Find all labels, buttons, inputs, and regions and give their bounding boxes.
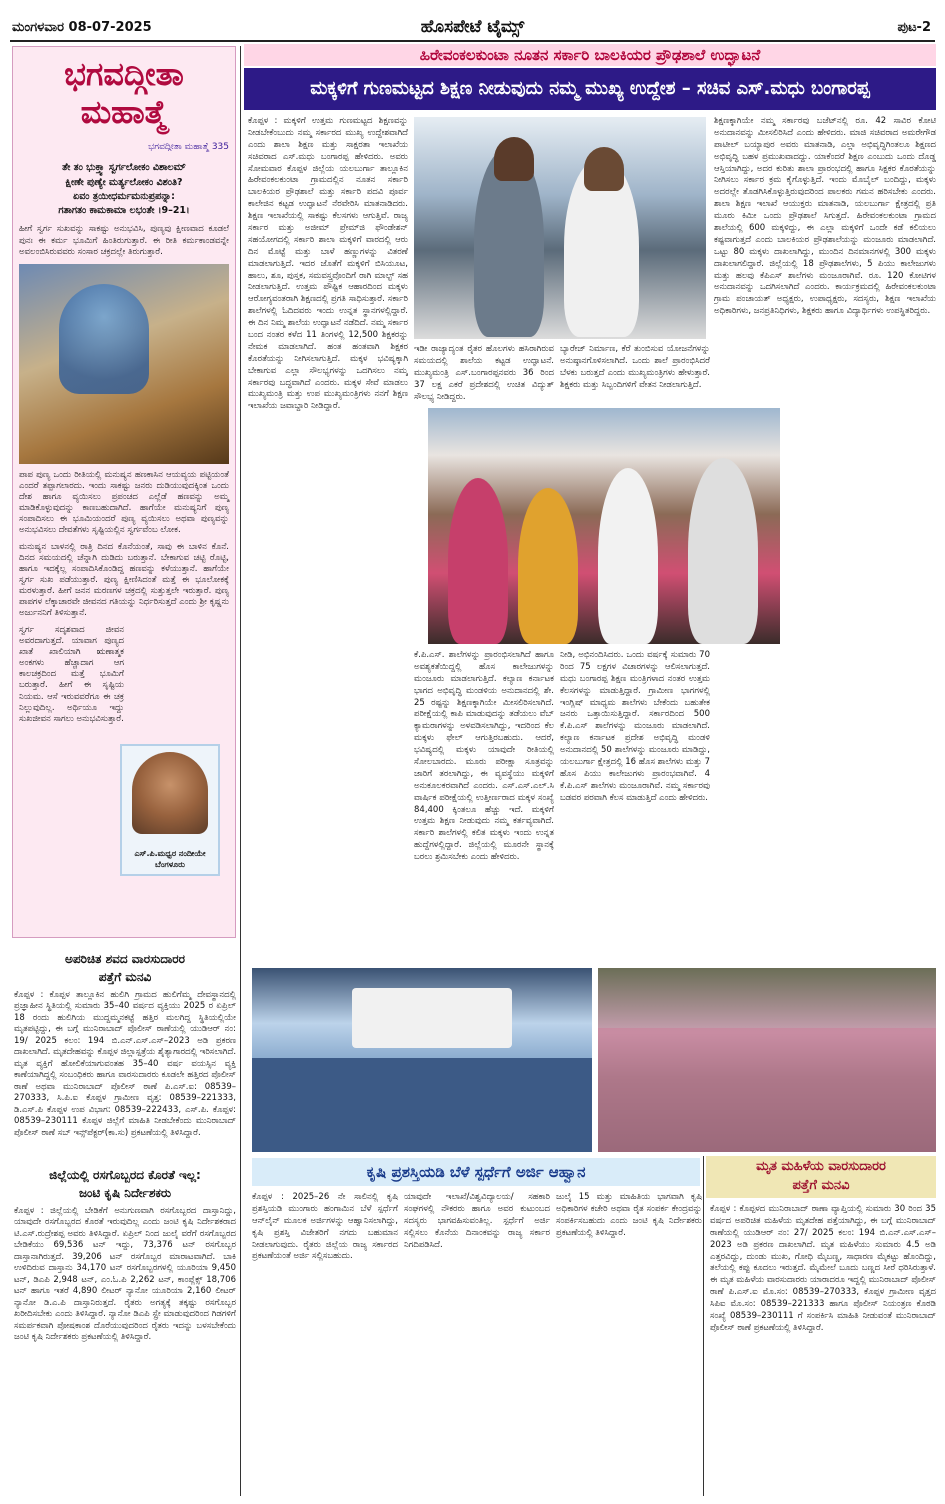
gita-title	[19, 55, 229, 132]
column-rule	[240, 46, 241, 1496]
title-line: ಮೃತ ಮಹಿಳೆಯ ವಾರಸುದಾರರ	[756, 1159, 886, 1174]
shloka-line: ಕ್ಷೀಣೇ ಪುಣ್ಯೇ ಮರ್ತ್ಯಲೋಕಂ ವಿಶಂತಿ?	[65, 176, 183, 188]
gita-intro: ಹೀಗೆ ಸ್ವರ್ಗ ಸುಖವನ್ನು ಸಾಕಷ್ಟು ಅನುಭವಿಸಿ, ಪುಣ್ಯವು ಕ್ಷೀಣವಾದ ಕೂಡಲೆ ಪುನಃ ಈ ಕರ್ಮ ಭೂಮಿಗೆ ಹಿಂತಿರುಗುತ್ತಾರೆ. ಈ ರೀತಿ ಕರ್ಮಕಾಂಡವನ್ನೇ ಅವಲಂಬಿಸಿರುವವರು ಸಂಸಾರ ಚಕ್ರದಲ್ಲೇ ತಿರುಗುತ್ತಾರೆ.	[19, 224, 229, 257]
deceased-woman-title	[706, 1156, 936, 1198]
main-article-col1: ಕೊಪ್ಪಳ : ಮಕ್ಕಳಿಗೆ ಉತ್ತಮ ಗುಣಮಟ್ಟದ ಶಿಕ್ಷಣವನ್ನು ನೀಡಬೇಕೆಂಬುದು ನಮ್ಮ ಸರ್ಕಾರದ ಮುಖ್ಯ ಉದ್ದೇಶವಾಗಿದೆ ಎಂದು ಶಾಲಾ ಶಿಕ್ಷಣ ಮತ್ತು ಸಾಕ್ಷರತಾ ಇಲಾಖೆಯ ಸಚಿವರಾದ ಎಸ್.ಮಧು ಬಂಗಾರಪ್ಪ ಹೇಳಿದರು. ಅವರು ಸೋಮವಾರ ಕೊಪ್ಪಳ ಜಿಲ್ಲೆಯ ಯಲಬುರ್ಗಾ ತಾಲ್ಲೂಕಿನ ಹಿರೇವಂಕಲಕುಂಟಾ ಗ್ರಾಮದಲ್ಲಿನ ನೂತನ ಸರ್ಕಾರಿ ಬಾಲಕಿಯರ ಪ್ರೌಢಶಾಲೆ ಮತ್ತು ಸರ್ಕಾರಿ ಪದವಿ ಪೂರ್ವ ಕಾಲೇಜಿನ ಕಟ್ಟಡ ಉದ್ಘಾಟನೆ ನೆರವೇರಿಸಿ ಮಾತನಾಡಿದರು. ಶಿಕ್ಷಣ ಇಲಾಖೆಯಲ್ಲಿ ಸಾಕಷ್ಟು ಕೆಲಸಗಳು ಆಗುತ್ತಿವೆ. ರಾಜ್ಯ ಸರ್ಕಾರ ಮತ್ತು ಅಜೀಮ್ ಪ್ರೇಮ್‌ಜಿ ಫೌಂಡೇಶನ್ ಸಹಯೋಗದಲ್ಲಿ ಸರ್ಕಾರಿ ಶಾಲಾ ಮಕ್ಕಳಿಗೆ ವಾರದಲ್ಲಿ ಆರು ದಿನ ಮೊಟ್ಟೆ ಮತ್ತು ಬಾಳೆ ಹಣ್ಣುಗಳನ್ನು ವಿತರಣೆ ಮಾಡಲಾಗುತ್ತಿದೆ. ಇದರ ಜೊತೆಗೆ ಮಕ್ಕಳಿಗೆ ಬಿಸಿಯೂಟ, ಹಾಲು, ಶೂ, ಪುಸ್ತಕ, ಸಮವಸ್ತ್ರವೊಂದಿಗೆ ರಾಗಿ ಮಾಲ್ಟ್ ಸಹ ನೀಡಲಾಗುತ್ತಿದೆ. ಉತ್ತಮ ಪೌಷ್ಟಿಕ ಆಹಾರದಿಂದ ಮಕ್ಕಳು ಆರೋಗ್ಯವಂತರಾಗಿ ಶಿಕ್ಷಣದಲ್ಲಿ ಪ್ರಗತಿ ಸಾಧಿಸುತ್ತಾರೆ. ಸರ್ಕಾರಿ ಶಾಲೆಗಳಲ್ಲಿ ಓದಿದವರು ಇಂದು ಉನ್ನತ ಸ್ಥಾನಗಳಲ್ಲಿದ್ದಾರೆ. ಈ ದಿನ ನಿಮ್ಮ ಶಾಲೆಯ ಉದ್ಘಾಟನೆ ನಡೆದಿದೆ. ನಮ್ಮ ಸರ್ಕಾರ ಬಂದ ನಂತರ ಕಳೆದ 11 ತಿಂಗಳಲ್ಲಿ 12,500 ಶಿಕ್ಷಕರನ್ನು ನೇಮಕ ಮಾಡಲಾಗಿದೆ. ಹಂತ ಹಂತವಾಗಿ ಶಿಕ್ಷಕರ ಕೊರತೆಯನ್ನು ನೀಗಿಸಲಾಗುತ್ತಿದೆ. ಮಕ್ಕಳ ಭವಿಷ್ಯಕ್ಕಾಗಿ ಬೇಕಾಗುವ ಎಲ್ಲಾ ಸೌಲಭ್ಯಗಳನ್ನು ಒದಗಿಸಲು ನಮ್ಮ ಸರ್ಕಾರವು ಬದ್ಧವಾಗಿದೆ ಎಂದರು. ಮಕ್ಕಳ ಸೇವೆ ಮಾಡಲು ಮುಖ್ಯಮಂತ್ರಿ ಮತ್ತು ಉಪ ಮುಖ್ಯಮಂತ್ರಿಗಳು ನನಗೆ ಶಿಕ್ಷಣ ಇಲಾಖೆಯ ಜವಾಬ್ದಾರಿ ನೀಡಿದ್ದಾರೆ.	[248, 116, 408, 412]
article-title	[14, 1166, 236, 1202]
krishi-col1: ಕೊಪ್ಪಳ : 2025–26 ನೇ ಸಾಲಿನಲ್ಲಿ ಕೃಷಿ ಪ್ರಶಸ್ತಿಯಡಿ ಮುಂಗಾರು ಹಂಗಾಮಿನ ಬೆಳೆ ಸ್ಪರ್ಧೆಗೆ ಆನ್‌ಲೈನ್ ಮೂಲಕ ಅರ್ಜಿಗಳನ್ನು ಆಹ್ವಾನಿಸಲಾಗಿದ್ದು, ಕೃಷಿ ಪ್ರಶಸ್ತಿ ವಿಜೇತರಿಗೆ ನಗದು ಬಹುಮಾನ ನೀಡಲಾಗುವುದು. ರೈತರು ಜಿಲ್ಲೆಯ ರಾಜ್ಯ ಸರ್ಕಾರದ ಪ್ರಕಟಣೆಯಂತೆ ಅರ್ಜಿ ಸಲ್ಲಿಸಬಹುದು.	[252, 1192, 398, 1262]
author-portrait	[132, 752, 208, 834]
krishna-arjuna-image	[19, 264, 229, 464]
main-article-col3: ಬ್ಯಾರೇಜ್ ನಿರ್ಮಾಣ, ಕೆರೆ ತುಂಬಿಸುವ ಯೋಜನೆಗಳನ್ನು ಅನುಷ್ಠಾನಗೊಳಿಸಲಾಗಿದೆ. ಒಂದು ಶಾಲೆ ಪ್ರಾರಂಭಿಸಿದರೆ ಬೆಳಕು ಬರುತ್ತದೆ ಎಂದು ಮುಖ್ಯಮಂತ್ರಿಗಳು ಹೇಳುತ್ತಾರೆ. ಶಿಕ್ಷಕರು ಮತ್ತು ಸಿಬ್ಬಂದಿಗಳಿಗೆ ವೇತನ ನೀಡಲಾಗುತ್ತಿದೆ.	[560, 344, 710, 390]
main-article-col4: ಶಿಕ್ಷಣಕ್ಕಾಗಿಯೇ ನಮ್ಮ ಸರ್ಕಾರವು ಬಜೆಟ್‌ನಲ್ಲಿ ರೂ. 42 ಸಾವಿರ ಕೋಟಿ ಅನುದಾನವನ್ನು ಮೀಸಲಿರಿಸಿದೆ ಎಂದು ಹೇಳಿದರು. ಮಾಜಿ ಸಚಿವರಾದ ಅಮರೇಗೌಡ ಪಾಟೀಲ್ ಬಯ್ಯಾಪುರ ಅವರು ಮಾತನಾಡಿ, ಎಲ್ಲಾ ಅಭಿವೃದ್ಧಿಗಿಂತಲೂ ಶಿಕ್ಷಣದ ಅಭಿವೃದ್ಧಿ ಬಹಳ ಪ್ರಮುಖವಾದದ್ದು. ಯಾಕೆಂದರೆ ಶಿಕ್ಷಣ ಎಂಬುದು ಒಂದು ದೊಡ್ಡ ಆಸ್ತಿಯಾಗಿದ್ದು, ಅದರ ಕುರಿತು ಶಾಲಾ ಪ್ರಾರಂಭದಲ್ಲಿ ಹಾಗೂ ಸಿಕ್ಷಕರ ಕೊರತೆಯನ್ನು ನೀಗಿಸಲು ಸರ್ಕಾರ ಕ್ರಮ ಕೈಗೊಳ್ಳುತ್ತಿದೆ. ಇಂದು ಮೊಬೈಲ್ ಬಂದಿದ್ದು, ಮಕ್ಕಳು ಅದರಲ್ಲೇ ತೊಡಗಿಸಿಕೊಳ್ಳುತ್ತಿರುವುದರಿಂದ ಪಾಲಕರು ಗಮನ ಹರಿಸಬೇಕು ಎಂದರು. ಶಾಲಾ ಶಿಕ್ಷಣ ಇಲಾಖೆ ಆಯುಕ್ತರು ಮಾತನಾಡಿ, ಯಲಬುರ್ಗಾ ಕ್ಷೇತ್ರದಲ್ಲಿ ಪ್ರತಿ ಮೂರು ಕಿಮೀ ಒಂದು ಪ್ರೌಢಶಾಲೆ ಸಿಗುತ್ತದೆ. ಹಿರೇವಂಕಲಕುಂಟಾ ಗ್ರಾಮದ ಶಾಲೆಯಲ್ಲಿ 600 ಮಕ್ಕಳಿದ್ದು, ಈ ಎಲ್ಲಾ ಮಕ್ಕಳಿಗೆ ಒಂದೇ ಕಡೆ ಕಲಿಯಲು ಕಷ್ಟವಾಗುತ್ತದೆ ಎಂದು ಬಾಲಕಿಯರ ಪ್ರೌಢಶಾಲೆಯನ್ನು ಮಂಜೂರು ಮಾಡಲಾಗಿದೆ. ಒಟ್ಟು 80 ಮಕ್ಕಳು ದಾಖಲಾಗಿದ್ದು, ಮುಂದಿನ ದಿನಮಾನಗಳಲ್ಲಿ 300 ಮಕ್ಕಳು ದಾಖಲಾಗಲಿದ್ದಾರೆ. ಜಿಲ್ಲೆಯಲ್ಲಿ 18 ಪ್ರೌಢಶಾಲೆಗಳು, 5 ಪಿಯು ಕಾಲೇಜುಗಳು ಮತ್ತು ಹಲವು ಕೆಪಿಎಸ್ ಶಾಲೆಗಳು ಮಂಜೂರಾಗಿವೆ. ರೂ. 120 ಕೋಟಿಗಳ ಅನುದಾನವನ್ನು ಒದಗಿಸಲಾಗಿದೆ ಎಂದರು. ಕಾರ್ಯಕ್ರಮದಲ್ಲಿ ಹಿರೇವಂಕಲಕುಂಟಾ ಗ್ರಾಮ ಪಂಚಾಯತ್ ಅಧ್ಯಕ್ಷರು, ಉಪಾಧ್ಯಕ್ಷರು, ಸದಸ್ಯರು, ಶಿಕ್ಷಣ ಇಲಾಖೆಯ ಅಧಿಕಾರಿಗಳು, ಜನಪ್ರತಿನಿಧಿಗಳು, ಶಿಕ್ಷಕರು ಹಾಗೂ ವಿದ್ಯಾರ್ಥಿಗಳು ಉಪಸ್ಥಿತರಿದ್ದರು.	[714, 116, 936, 317]
gita-body-3: ಸ್ವರ್ಗ ಸದೃಶವಾದ ಜೀವನ ಅವರದಾಗುತ್ತದೆ. ಯಾವಾಗ ಪುಣ್ಯದ ಖಾತೆ ಖಾಲಿಯಾಗಿ ಋಣಾತ್ಮಕ ಅಂಕಗಳು ಹೆಚ್ಚಾದಾಗ ಆಗ ಕಾಲಚಕ್ರದಿಂದ ಮತ್ತೆ ಭೂಮಿಗೆ ಬರುತ್ತಾರೆ. ಹೀಗೆ ಈ ಸೃಷ್ಟಿಯ ನಿಯಮ. ಆಸೆ ಇರುವವರೆಗೂ ಈ ಚಕ್ರ ನಿಲ್ಲುವುದಿಲ್ಲ. ಅರ್ಥಿಯೂ ಇದ್ದು ಸುಖಜೀವನ ಸಾಗಲು ಅನುಭವಿಸುತ್ತಾರೆ.	[19, 625, 124, 724]
page-number: ಪುಟ-2	[897, 20, 931, 35]
gita-title-line2: ಮಹಾತ್ಮೆ	[80, 93, 168, 132]
title-line: ಅಪರಿಚಿತ ಶವದ ವಾರಸುದಾರರ	[65, 952, 185, 966]
shloka-line: ಗತಾಗತಂ ಕಾಮಕಾಮಾ ಲಭಂತೇ ।9–21।	[58, 205, 190, 217]
fertilizer-article	[14, 1166, 236, 1496]
main-article-col2: ಕೆ.ಪಿ.ಎಸ್. ಶಾಲೆಗಳನ್ನು ಪ್ರಾರಂಭಿಸಲಾಗಿದೆ ಹಾಗೂ ಅವಶ್ಯಕತೆಯಿದ್ದಲ್ಲಿ ಹೊಸ ಕಾಲೇಜುಗಳನ್ನು ಮಂಜೂರು ಮಾಡಲಾಗುತ್ತಿದೆ. ಕಲ್ಯಾಣ ಕರ್ನಾಟಕ ಭಾಗದ ಅಭಿವೃದ್ಧಿ ಮಂಡಳಿಯ ಅನುದಾನದಲ್ಲಿ ಶೇ. 25 ರಷ್ಟನ್ನು ಶಿಕ್ಷಣಕ್ಕಾಗಿಯೇ ಮೀಸಲಿರಿಸಲಾಗಿದೆ. ಪರೀಕ್ಷೆಯಲ್ಲಿ ಕಾಪಿ ಮಾಡುವುದನ್ನು ತಡೆಯಲು ವೆಬ್ ಕ್ಯಾಮರಾಗಳನ್ನು ಅಳವಡಿಸಲಾಗಿದ್ದು, ಇದರಿಂದ ಕೆಲ ಮಕ್ಕಳು ಫೇಲ್ ಆಗುತ್ತಿರಬಹುದು. ಆದರೆ, ಭವಿಷ್ಯದಲ್ಲಿ ಮಕ್ಕಳು ಯಾವುದೇ ರೀತಿಯಲ್ಲಿ ಸೋಲಬಾರದು. ಮೂರು ಪರೀಕ್ಷಾ ಸೂತ್ರವನ್ನು ಜಾರಿಗೆ ತರಲಾಗಿದ್ದು, ಈ ವ್ಯವಸ್ಥೆಯು ಮಕ್ಕಳಿಗೆ ಅನುಕೂಲಕರವಾಗಿದೆ ಎಂದರು. ಎಸ್.ಎಸ್.ಎಲ್.ಸಿ ವಾರ್ಷಿಕ ಪರೀಕ್ಷೆಯಲ್ಲಿ ಉತ್ತೀರ್ಣರಾದ ಮಕ್ಕಳ ಸಂಖ್ಯೆ 84,400 ಕ್ಕಿಂತಲೂ ಹೆಚ್ಚು ಇದೆ. ಮಕ್ಕಳಿಗೆ ಉತ್ತಮ ಶಿಕ್ಷಣ ನೀಡುವುದು ನಮ್ಮ ಕರ್ತವ್ಯವಾಗಿದೆ. ಸರ್ಕಾರಿ ಶಾಲೆಗಳಲ್ಲಿ ಕಲಿತ ಮಕ್ಕಳು ಇಂದು ಉನ್ನತ ಹುದ್ದೆಗಳಲ್ಲಿದ್ದಾರೆ. ಜಿಲ್ಲೆಯಲ್ಲಿ ಮೂರನೇ ಸ್ಥಾನಕ್ಕೆ ಬರಲು ಶ್ರಮಿಸಬೇಕು ಎಂದು ಹೇಳಿದರು.	[414, 650, 554, 863]
title-line: ಪತ್ತೆಗೆ ಮನವಿ	[98, 970, 152, 984]
main-headline: ಮಕ್ಕಳಿಗೆ ಗುಣಮಟ್ಟದ ಶಿಕ್ಷಣ ನೀಡುವುದು ನಮ್ಮ ಮುಖ್ಯ ಉದ್ದೇಶ – ಸಚಿವ ಎಸ್.ಮಧು ಬಂಗಾರಪ್ಪ	[244, 68, 936, 110]
title-line: ಪತ್ತೆಗೆ ಮನವಿ	[792, 1177, 850, 1193]
photo-caption: ಇಡೀ ರಾಜ್ಯಾದ್ಯಂತ ರೈತರ ಹೊಲಗಳು ಹಸಿರಾಗಿರುವ ಸಮಯದಲ್ಲಿ ಶಾಲೆಯ ಕಟ್ಟಡ ಉದ್ಘಾಟನೆ. ಮುಖ್ಯಮಂತ್ರಿ ಎಸ್.ಬಂಗಾರಪ್ಪನವರು 36 ರಿಂದ 37 ಲಕ್ಷ ಎಕರೆ ಪ್ರದೇಶದಲ್ಲಿ ಉಚಿತ ವಿದ್ಯುತ್ ಸೌಲಭ್ಯ ನೀಡಿದ್ದರು.	[414, 344, 554, 402]
welcome-procession-photo	[428, 408, 780, 644]
shloka-line: ತೇ ತಂ ಭುಕ್ತ್ವಾ ಸ್ವರ್ಗಲೋಕಂ ವಿಶಾಲಮ್	[62, 162, 186, 174]
students-gathering-photo	[252, 968, 592, 1152]
author-photo	[120, 744, 220, 876]
article-body: ಕೊಪ್ಪಳ : ಜಿಲ್ಲೆಯಲ್ಲಿ ಬೇಡಿಕೆಗೆ ಅನುಗುಣವಾಗಿ ರಸಗೊಬ್ಬರದ ದಾಸ್ತಾನಿದ್ದು, ಯಾವುದೇ ರಸಗೊಬ್ಬರದ ಕೊರತೆ ಇರುವುದಿಲ್ಲ ಎಂದು ಜಂಟಿ ಕೃಷಿ ನಿರ್ದೇಶಕರಾದ ಟಿ.ಎಸ್.ರುದ್ರೇಶಪ್ಪ ಅವರು ತಿಳಿಸಿದ್ದಾರೆ. ಏಪ್ರಿಲ್ ನಿಂದ ಜುಲೈ ವರೆಗೆ ರಸಗೊಬ್ಬರದ ಬೇಡಿಕೆಯು 69,536 ಟನ್ ಇದ್ದು, 73,376 ಟನ್ ರಸಗೊಬ್ಬರ ದಾಸ್ತಾನಾಗಿರುತ್ತದೆ. 39,206 ಟನ್ ರಸಗೊಬ್ಬರ ಮಾರಾಟವಾಗಿದೆ. ಬಾಕಿ ಉಳಿದಿರುವ ದಾಸ್ತಾನು 34,170 ಟನ್ ರಸಗೊಬ್ಬರಗಳಲ್ಲಿ ಯೂರಿಯಾ 9,450 ಟನ್, ಡಿಎಪಿ 2,948 ಟನ್, ಎಂ.ಓ.ಪಿ 2,262 ಟನ್, ಕಾಂಪ್ಲೆಕ್ಸ್ 18,706 ಟನ್ ಹಾಗೂ ಇತರೆ 4,890 ಲೀಟರ್ ನ್ಯಾನೋ ಯೂರಿಯಾ 2,160 ಲೀಟರ್ ನ್ಯಾನೋ ಡಿ.ಎ.ಪಿ ದಾಸ್ತಾನಿರುತ್ತದೆ. ರೈತರು ಅಗತ್ಯಕ್ಕೆ ತಕ್ಕಷ್ಟು ರಸಗೊಬ್ಬರ ಖರೀದಿಸಬೇಕು ಎಂದು ತಿಳಿಸಿದ್ದಾರೆ. ನ್ಯಾನೋ ಡಿಎಪಿ ಸ್ಪ್ರೇ ಮಾಡುವುದರಿಂದ ಗಿಡಗಳಿಗೆ ಸಮರ್ಪಕವಾಗಿ ಪೋಷಕಾಂಶ ದೊರೆಯುವುದರಿಂದ ರೈತರು ಇದನ್ನು ಬಳಸಬೇಕೆಂದು ಜಂಟಿ ಕೃಷಿ ನಿರ್ದೇಶಕರು ಪ್ರಕಟಣೆಯಲ್ಲಿ ತಿಳಿಸಿದ್ದಾರೆ.	[14, 1206, 236, 1343]
gita-body-2: ಮನುಷ್ಯನ ಬಾಳನಲ್ಲಿ ರಾತ್ರಿ ದಿನದ ಕೊನೆಯಂತೆ, ಸಾವು ಈ ಬಾಳಿನ ಕೊನೆ. ದಿನದ ಸಮಯದಲ್ಲಿ ಚೆನ್ನಾಗಿ ದುಡಿದು ಬರುತ್ತಾನೆ. ಬೇಕಾಗುವ ಚಟ್ಟಿ ರೊಟ್ಟಿ, ಹಾಗೂ ಇದಕ್ಕೆಲ್ಲ ಸಂಪಾದಿಸಿಕೊಂಡಿದ್ದ ಹಣವನ್ನು ಕಳೆಯುತ್ತಾನೆ. ಹಾಗೆಯೇ ಸ್ವರ್ಗ ಸುಖ ಪಡೆಯುತ್ತಾರೆ. ಪುಣ್ಯ ಕ್ಷೀಣಿಸಿದಂತೆ ಮತ್ತೆ ಈ ಭೂಲೋಕಕ್ಕೆ ಮರಳುತ್ತಾರೆ. ಹೀಗೆ ಜನನ ಮರಣಗಳ ಚಕ್ರದಲ್ಲಿ ಸುತ್ತುತ್ತಲೇ ಇರುತ್ತಾರೆ. ಪುಣ್ಯ ಪಾಪಗಳ ಲೆಕ್ಕಾಚಾರವೇ ಜೀವನದ ಗತಿಯನ್ನು ನಿರ್ಧರಿಸುತ್ತದೆ ಎಂದು ಶ್ರೀ ಕೃಷ್ಣನು ಅರ್ಜುನನಿಗೆ ತಿಳಿಸುತ್ತಾನೆ.	[19, 541, 229, 619]
issue-date: ಮಂಗಳವಾರ 08-07-2025	[12, 20, 152, 35]
masthead: ಹೊಸಪೇಟೆ ಟೈಮ್ಸ್	[420, 17, 525, 37]
krishi-award-title: ಕೃಷಿ ಪ್ರಶಸ್ತಿಯಡಿ ಬೆಳೆ ಸ್ಪರ್ಧೆಗೆ ಅರ್ಜಿ ಆಹ್ವಾನ	[252, 1158, 700, 1186]
title-line: ಜಂಟಿ ಕೃಷಿ ನಿರ್ದೇಶಕರು	[78, 1186, 172, 1200]
shloka-line: ಏವಂ ತ್ರಯೀಧರ್ಮಮನುಪ್ರಪನ್ನಾ:	[73, 190, 175, 202]
krishi-col2: ಯಾವುದೇ ಇಲಾಖೆ/ವಿಶ್ವವಿದ್ಯಾಲಯ/ ಸಹಕಾರಿ ಸಂಘಗಳಲ್ಲಿ ನೌಕರರು ಹಾಗೂ ಅವರ ಕುಟುಂಬದ ಸದಸ್ಯರು ಭಾಗವಹಿಸುವಂತಿಲ್ಲ. ಸ್ಪರ್ಧೆಗೆ ಅರ್ಜಿ ಸಲ್ಲಿಸಲು ಕೊನೆಯ ದಿನಾಂಕವನ್ನು ರಾಜ್ಯ ಸರ್ಕಾರ ನಿಗದಿಪಡಿಸಿದೆ.	[404, 1192, 550, 1250]
article-body: ಕೊಪ್ಪಳ : ಕೊಪ್ಪಳ ತಾಲ್ಲೂಕಿನ ಹುಲಿಗಿ ಗ್ರಾಮದ ಹುಲಿಗೆಮ್ಮ ದೇವಸ್ಥಾನದಲ್ಲಿ ಪ್ರಜ್ಞಾಹೀನ ಸ್ಥಿತಿಯಲ್ಲಿ ಸುಮಾರು 35–40 ವರ್ಷದ ವ್ಯಕ್ತಿಯು 2025 ರ ಏಪ್ರಿಲ್ 18 ರಂದು ಹುಲಿಗಿಯ ಮುದ್ದಮ್ಮನಕಟ್ಟೆ ಹತ್ತಿರ ಮಲಗಿದ್ದ ಸ್ಥಿತಿಯಲ್ಲಿಯೇ ಮೃತಪಟ್ಟಿದ್ದು, ಈ ಬಗ್ಗೆ ಮುನಿರಾಬಾದ್ ಪೊಲೀಸ್ ಠಾಣೆಯಲ್ಲಿ ಯುಡಿಆರ್ ನಂ: 19/ 2025 ಕಲಂ: 194 ಬಿ.ಎನ್.ಎಸ್.ಎಸ್–2023 ಅಡಿ ಪ್ರಕರಣ ದಾಖಲಾಗಿದೆ. ಮೃತದೇಹವನ್ನು ಕೊಪ್ಪಳ ಜಿಲ್ಲಾಸ್ಪತ್ರೆಯ ಶೈತ್ಯಾಗಾರದಲ್ಲಿ ಇರಿಸಲಾಗಿದೆ. ಮೃತ ವ್ಯಕ್ತಿಗೆ ಹೋಲಿಕೆಯಾಗುವಂತಹ 35–40 ವರ್ಷ ವಯಸ್ಸಿನ ವ್ಯಕ್ತಿ ಕಾಣೆಯಾಗಿದ್ದಲ್ಲಿ ಸಂಬಂಧಿಕರು ಹಾಗೂ ವಾರಸುದಾರರು ಕೂಡಲೇ ಹತ್ತಿರದ ಪೊಲೀಸ್ ಠಾಣೆ ಅಥವಾ ಮುನಿರಾಬಾದ್ ಪೊಲೀಸ್ ಠಾಣೆ ಪಿ.ಎಸ್.ಐ: 08539–270333, ಸಿ.ಪಿ.ಐ ಕೊಪ್ಪಳ ಗ್ರಾಮೀಣ ವೃತ್ತ: 08539–221333, ಡಿ.ಎಸ್.ಪಿ ಕೊಪ್ಪಳ ಉಪ ವಿಭಾಗ: 08539–222433, ಎಸ್.ಪಿ. ಕೊಪ್ಪಳ: 08539–230111 ಕೊಪ್ಪಳ ಜಿಲ್ಲೆಗೆ ಮಾಹಿತಿ ನೀಡಬೇಕೆಂದು ಮುನಿರಾಬಾದ್ ಪೊಲೀಸ್ ಠಾಣೆ ಸಬ್ ಇನ್ಸ್‌ಪೆಕ್ಟರ್(ಕಾ.ಸು) ಪ್ರಕಟಣೆಯಲ್ಲಿ ತಿಳಿಸಿದ್ದಾರೆ.	[14, 990, 236, 1138]
unidentified-body-article	[14, 950, 236, 1160]
article-title	[14, 950, 236, 986]
audience-women-photo	[598, 968, 936, 1152]
main-article-col5: ನೀಡಿ, ಅಭಿನಂದಿಸಿದರು. ಒಂದು ವರ್ಷಕ್ಕೆ ಸುಮಾರು 70 ರಿಂದ 75 ಲಕ್ಷಗಳ ವಿಚಾರಗಳನ್ನು ಆಲಿಸಲಾಗುತ್ತದೆ. ಮಧು ಬಂಗಾರಪ್ಪ ಶಿಕ್ಷಣ ಮಂತ್ರಿಗಳಾದ ನಂತರ ಉತ್ತಮ ಕೆಲಸಗಳನ್ನು ಮಾಡುತ್ತಿದ್ದಾರೆ. ಗ್ರಾಮೀಣ ಭಾಗಗಳಲ್ಲಿ ಇಂಗ್ಲಿಷ್ ಮಾಧ್ಯಮ ಶಾಲೆಗಳು ಬೇಕೆಂದು ಬಹುತೇಕ ಜನರು ಒತ್ತಾಯಿಸುತ್ತಿದ್ದಾರೆ. ಸರ್ಕಾರದಿಂದ 500 ಕೆ.ಪಿ.ಎಸ್ ಶಾಲೆಗಳನ್ನು ಮಂಜೂರು ಮಾಡಲಾಗಿದೆ. ಕಲ್ಯಾಣ ಕರ್ನಾಟಕ ಪ್ರದೇಶ ಅಭಿವೃದ್ಧಿ ಮಂಡಳಿ ಅನುದಾನದಲ್ಲಿ 50 ಶಾಲೆಗಳನ್ನು ಮಂಜೂರು ಮಾಡಿದ್ದು, ಯಲಬುರ್ಗಾ ಕ್ಷೇತ್ರದಲ್ಲಿ 16 ಹೊಸ ಶಾಲೆಗಳು ಮತ್ತು 7 ಹೊಸ ಪಿಯು ಕಾಲೇಜುಗಳು ಪ್ರಾರಂಭವಾಗಿವೆ. 4 ಕೆ.ಪಿ.ಎಸ್ ಶಾಲೆಗಳು ಮಂಜೂರಾಗಿವೆ. ನಮ್ಮ ಸರ್ಕಾರವು ಬಡವರ ಪರವಾಗಿ ಕೆಲಸ ಮಾಡುತ್ತಿದೆ ಎಂದು ಹೇಳಿದರು.	[560, 650, 710, 803]
page-header	[10, 14, 935, 42]
author-name: ಎಸ್.ಪಿ.ಮಧ್ವರ ನಂದೀಯೇ ಬೆಂಗಳೂರು	[134, 849, 206, 869]
kicker-headline: ಹಿರೇವಂಕಲಕುಂಟಾ ನೂತನ ಸರ್ಕಾರಿ ಬಾಲಕಿಯರ ಪ್ರೌಢಶಾಲೆ ಉದ್ಘಾಟನೆ	[244, 44, 936, 66]
gita-body-1: ಪಾಪ ಪುಣ್ಯ ಒಂದು ರೀತಿಯಲ್ಲಿ ಮನುಷ್ಯನ ಹಣಕಾಸಿನ ಆಯವ್ಯಯ ಪಟ್ಟಿಯಂತೆ ಎಂದರೆ ತಪ್ಪಾಗಲಾರದು. ಇಂದು ಸಾಕಷ್ಟು ಜನರು ದುಡಿಯುವುದಕ್ಕಿಂತ ಒಂದು ದೇಶ ಹಾಗೂ ವ್ಯಯಿಸಲು ಪ್ರಪಂಚದ ಎಲ್ಲೆಡೆ ಹಣವನ್ನು ಅಮ್ಮ ಮಾಡಿಕೊಳ್ಳುವುದನ್ನು ಕಾಣಬಹುದಾಗಿದೆ. ಹಾಗೆಯೇ ಮನುಷ್ಯನಿಗೆ ಪುಣ್ಯ ಸಂಪಾದಿಸಲು ಈ ಭೂಮಿಯಂದರೆ ಪುಣ್ಯ ವ್ಯಯಿಸಲು ಅಥವಾ ಪುಣ್ಯವನ್ನು ಅನುಭವಿಸಲು ದೇವತೆಗಳು ಸೃಷ್ಟಿಯಲ್ಲಿನ ಸ್ವರ್ಗವೆಂಬ ಲೋಕ.	[19, 469, 229, 535]
inauguration-photo	[414, 117, 706, 339]
krishi-col3: ಜುಲೈ 15 ಮತ್ತು ಮಾಹಿತಿಯ ಭಾಗವಾಗಿ ಕೃಷಿ ಅಧಿಕಾರಿಗಳ ಕಚೇರಿ ಅಥವಾ ರೈತ ಸಂಪರ್ಕ ಕೇಂದ್ರವನ್ನು ಸಂಪರ್ಕಿಸಬಹುದು ಎಂದು ಜಂಟಿ ಕೃಷಿ ನಿರ್ದೇಶಕರು ಪ್ರಕಟಣೆಯಲ್ಲಿ ತಿಳಿಸಿದ್ದಾರೆ.	[556, 1192, 702, 1238]
deceased-woman-body: ಕೊಪ್ಪಳ : ಕೊಪ್ಪಳದ ಮುನಿರಾಬಾದ್ ಠಾಣಾ ವ್ಯಾಪ್ತಿಯಲ್ಲಿ ಸುಮಾರು 30 ರಿಂದ 35 ವರ್ಷದ ಅಪರಿಚಿತ ಮಹಿಳೆಯ ಮೃತದೇಹ ಪತ್ತೆಯಾಗಿದ್ದು, ಈ ಬಗ್ಗೆ ಮುನಿರಾಬಾದ್ ಠಾಣೆಯಲ್ಲಿ ಯುಡಿಆರ್ ನಂ: 27/ 2025 ಕಲಂ: 194 ಬಿ.ಎನ್.ಎಸ್.ಎಸ್–2023 ಅಡಿ ಪ್ರಕರಣ ದಾಖಲಾಗಿದೆ. ಮೃತ ಮಹಿಳೆಯು ಸುಮಾರು 4.5 ಅಡಿ ಎತ್ತರವಿದ್ದು, ದುಂಡು ಮುಖ, ಗೋಧಿ ಮೈಬಣ್ಣ, ಸಾಧಾರಣ ಮೈಕಟ್ಟು ಹೊಂದಿದ್ದು, ತಲೆಯಲ್ಲಿ ಕಪ್ಪು ಕೂದಲು ಇರುತ್ತದೆ. ಮೈಮೇಲೆ ಬೂದು ಬಣ್ಣದ ಸೀರೆ ಧರಿಸಿರುತ್ತಾಳೆ. ಈ ಮೃತ ಮಹಿಳೆಯ ವಾರಸುದಾರರು ಯಾರಾದರೂ ಇದ್ದಲ್ಲಿ ಮುನಿರಾಬಾದ್ ಪೊಲೀಸ್ ಠಾಣೆ ಪಿ.ಎಸ್.ಐ ಮೊ.ಸಂ: 08539–270333, ಕೊಪ್ಪಳ ಗ್ರಾಮೀಣ ವೃತ್ತದ ಸಿಪಿಐ ಮೊ.ಸಂ: 08539–221333 ಹಾಗೂ ಪೊಲೀಸ್ ನಿಯಂತ್ರಣ ಕೊಠಡಿ ಸಂಖ್ಯೆ 08539–230111 ಗೆ ಸಂಪರ್ಕಿಸಿ ಮಾಹಿತಿ ನೀಡುವಂತೆ ಮುನಿರಾಬಾದ್ ಪೊಲೀಸ್ ಠಾಣೆ ಪ್ರಕಟಣೆಯಲ್ಲಿ ತಿಳಿಸಿದ್ದಾರೆ.	[710, 1204, 936, 1333]
gita-title-line1: ಭಗವದ್ಗೀತಾ	[64, 55, 184, 93]
shloka	[19, 161, 229, 218]
column-rule	[703, 1156, 704, 1496]
title-line: ಜಿಲ್ಲೆಯಲ್ಲಿ ರಸಗೊಬ್ಬರದ ಕೊರತೆ ಇಲ್ಲ:	[49, 1168, 201, 1182]
gita-subtitle: ಭಗವದ್ಗೀತಾ ಮಹಾತ್ಮೆ 335	[148, 141, 229, 152]
